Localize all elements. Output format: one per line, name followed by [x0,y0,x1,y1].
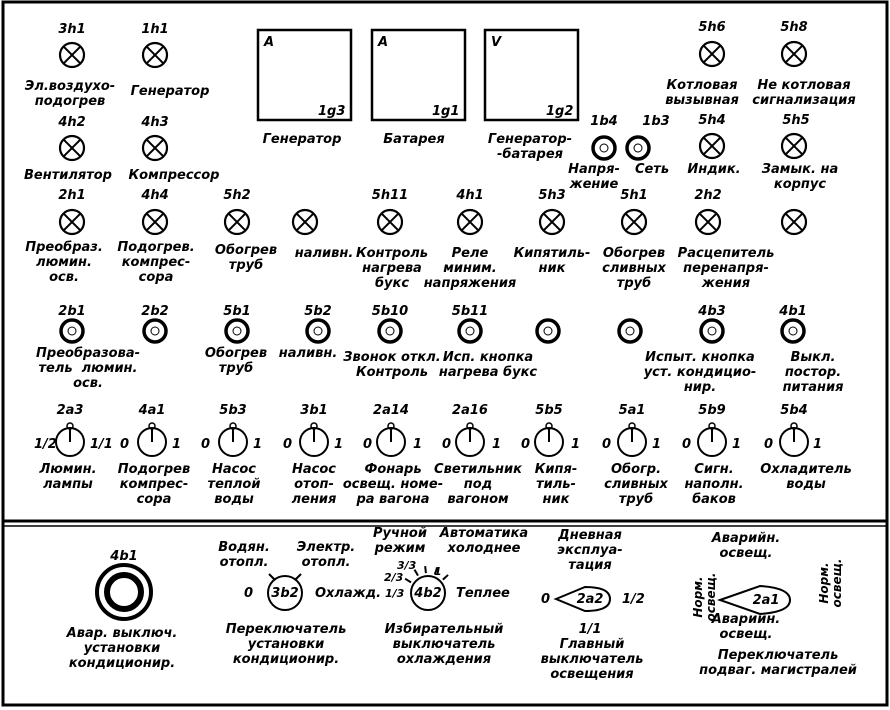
button-code: 2b2 [141,304,169,319]
lamp-label: Реле миним. напряжения [423,246,517,291]
lamp-label: Эл.воздухо- подогрев [24,79,116,109]
lamp-label: Обогрев сливных труб [602,246,666,291]
button-code: 1b3 [642,114,670,129]
push-button-center [789,327,797,335]
selector-4b2-tick [405,579,411,583]
switch-code: 2a3 [56,403,84,418]
push-button-icon [593,137,615,159]
switch-right-pos: 1 [652,437,662,452]
button-code: 5b1 [223,304,251,319]
button-label: наливн. [278,346,338,361]
push-button-center [634,144,642,152]
main-switch-title: Дневная эксплуа- тация [557,528,623,573]
emergency-label: Авар. выключ. установки кондиционир. [66,626,178,671]
push-button-icon [627,137,649,159]
selector-2a1-norm-left: Норм. освещ. [691,572,718,622]
lamp-label: Компрессор [128,168,220,183]
push-button-center [708,327,716,335]
meter-label: Генератор [262,132,342,147]
selector-2a1-norm-right: Норм. освещ. [817,558,844,608]
switch-left-pos: 0 [764,437,774,452]
selector-2a1-label: Переключатель подваг. магистралей [699,648,857,678]
selector-4b2-p33: 3/3 [397,559,417,572]
button-label: Испыт. кнопка уст. кондицио- нир. [643,350,757,395]
switch-label: Охладитель воды [760,462,852,492]
button-label: Напря- жение [568,162,620,192]
switch-code: 5b9 [698,403,726,418]
switch-left-pos: 0 [682,437,692,452]
push-button-center [626,327,634,335]
switch-code: 4a1 [138,403,166,418]
switch-code: 5b3 [219,403,247,418]
push-button-icon [782,320,804,342]
switch-left-pos: 0 [120,437,130,452]
lamp-label: Вентилятор [24,168,112,183]
push-button-icon [537,320,559,342]
meter-unit: A [378,35,389,50]
push-button-icon [379,320,401,342]
push-button-icon [307,320,329,342]
lamp-label: Не котловая сигнализация [752,78,856,108]
switch-right-pos: 1/1 [90,437,113,452]
main-switch-code: 2a2 [576,592,604,607]
selector-4b2-p23: 2/3 [384,571,404,584]
selector-3b2-electric: Электр. отопл. [296,540,356,570]
lamp-code: 5h6 [698,20,726,35]
lamp-code: 1h1 [141,22,169,37]
lamp-code: 4h3 [141,115,169,130]
lamp-code: 5h3 [538,188,566,203]
lamp-label: Преобраз. люмин. осв. [25,240,103,285]
meter-unit: V [491,35,502,50]
meter-label: Генератор- -батарея [487,132,573,162]
switch-left-pos: 0 [602,437,612,452]
switch-code: 3b1 [300,403,328,418]
button-label: Преобразова- тель люмин. осв. [36,346,140,391]
push-button-center [544,327,552,335]
switch-left-pos: 0 [442,437,452,452]
selector-4b2-code: 4b2 [414,586,442,601]
selector-3b2-tick [269,574,275,580]
selector-3b2-code: 3b2 [271,586,299,601]
main-switch-right: 1/2 [622,592,645,607]
switch-left-pos: 1/2 [34,437,57,452]
push-button-center [314,327,322,335]
push-button-center [466,327,474,335]
lamp-code: 4h4 [141,188,169,203]
push-button-center [233,327,241,335]
selector-4b2-warmer: Теплее [456,586,510,601]
push-button-icon [144,320,166,342]
push-button-icon [226,320,248,342]
lamp-label: Котловая вызывная [665,78,739,108]
emergency-button-inner [107,575,141,609]
button-label: Сеть [634,162,670,177]
selector-2a1-title: Аварийн. освещ. [711,531,781,561]
lamp-label: Контроль нагрева букс [355,246,429,291]
selector-4b2-tick [425,566,426,573]
lamp-code: 5h4 [698,113,726,128]
switch-label: Люмин. лампы [39,462,97,492]
switch-label: Подогрев компрес- сора [117,462,191,507]
switch-right-pos: 1 [253,437,263,452]
lamp-code: 3h1 [58,22,86,37]
lamp-code: 5h8 [780,20,808,35]
button-code: 4b3 [698,304,726,319]
selector-3b2-zero: 0 [244,586,254,601]
button-code: 1b4 [590,114,618,129]
switch-left-pos: 0 [521,437,531,452]
button-label: Обогрев труб [204,346,268,376]
lamp-label: Индик. [687,162,741,177]
switch-code: 5b5 [535,403,563,418]
selector-3b2-water: Водян. отопл. [218,540,270,570]
meter-unit: A [264,35,275,50]
switch-right-pos: 1 [813,437,823,452]
lamp-code: 2h2 [694,188,722,203]
lamp-code: 5h11 [371,188,409,203]
push-button-center [386,327,394,335]
lamp-label: Расцепитель перенапря- жения [677,246,775,291]
selector-4b2-label: Избирательный выключатель охлаждения [384,622,504,667]
switch-code: 2a14 [373,403,409,418]
selector-2a1-code: 2a1 [752,593,780,608]
push-button-center [151,327,159,335]
selector-4b2-manual: Ручной режим [373,526,427,556]
switch-right-pos: 1 [732,437,742,452]
switch-label: Насос теплой воды [207,462,261,507]
switch-label: Светильник под вагоном [434,462,522,507]
push-button-center [68,327,76,335]
lamp-code: 5h5 [782,113,810,128]
switch-right-pos: 1 [172,437,182,452]
button-code: 5b11 [451,304,489,319]
selector-3b2-tick [295,574,301,580]
main-switch-label: Главный выключатель освещения [540,637,644,682]
switch-label: Кипя- тиль- ник [534,462,578,507]
lamp-code: 2h1 [58,188,86,203]
selector-4b2-auto: Автоматика холоднее [439,526,529,556]
meter-code: 1g2 [546,104,574,119]
selector-4b2-p13: 1/3 [385,587,405,600]
switch-left-pos: 0 [283,437,293,452]
switch-left-pos: 0 [363,437,373,452]
lamp-label: Генератор [130,84,210,99]
switch-right-pos: 1 [334,437,344,452]
button-label: Звонок откл. Контроль [343,350,441,380]
main-switch-left: 0 [541,592,551,607]
selector-4b2-p1: 1 [434,565,442,578]
lamp-label: наливн. [294,246,354,261]
lamp-code: 5h1 [620,188,648,203]
selector-2a1-avar: Аварийн. освещ. [711,612,781,642]
emergency-code: 4b1 [110,549,138,564]
button-code: 5b10 [371,304,409,319]
switch-label: Сигн. наполн. баков [684,462,744,507]
switch-right-pos: 1 [571,437,581,452]
lamp-label: Подогрев. компрес- сора [117,240,195,285]
switch-code: 5a1 [618,403,646,418]
meter-code: 1g3 [318,104,346,119]
push-button-icon [459,320,481,342]
button-label: Выкл. постор. питания [782,350,844,395]
lamp-code: 4h1 [456,188,484,203]
lamp-label: Кипятиль- ник [513,246,591,276]
switch-label: Фонарь освещ. номе- ра вагона [342,462,444,507]
button-code: 2b1 [58,304,86,319]
button-code: 5b2 [304,304,332,319]
switch-code: 5b4 [780,403,808,418]
push-button-icon [61,320,83,342]
selector-3b2-label: Переключатель установки кондиционир. [225,622,347,667]
switch-right-pos: 1 [492,437,502,452]
switch-left-pos: 0 [201,437,211,452]
button-label: Исп. кнопка нагрева букс [438,350,538,380]
meter-code: 1g1 [432,104,460,119]
main-switch-bottom-pos: 1/1 [578,622,602,637]
switch-label: Насос отоп- ления [291,462,337,507]
selector-4b2-tick [443,575,448,580]
lamp-label: Обогрев труб [214,243,278,273]
switch-code: 2a16 [452,403,488,418]
switch-right-pos: 1 [413,437,423,452]
button-code: 4b1 [779,304,807,319]
push-button-icon [619,320,641,342]
push-button-icon [701,320,723,342]
lamp-label: Замык. на корпус [761,162,839,192]
lamp-code: 5h2 [223,188,251,203]
selector-3b2-cool: Охлажд. [315,586,382,601]
meter-label: Батарея [383,132,445,147]
lamp-code: 4h2 [58,115,86,130]
switch-label: Обогр. сливных труб [604,462,668,507]
push-button-center [600,144,608,152]
